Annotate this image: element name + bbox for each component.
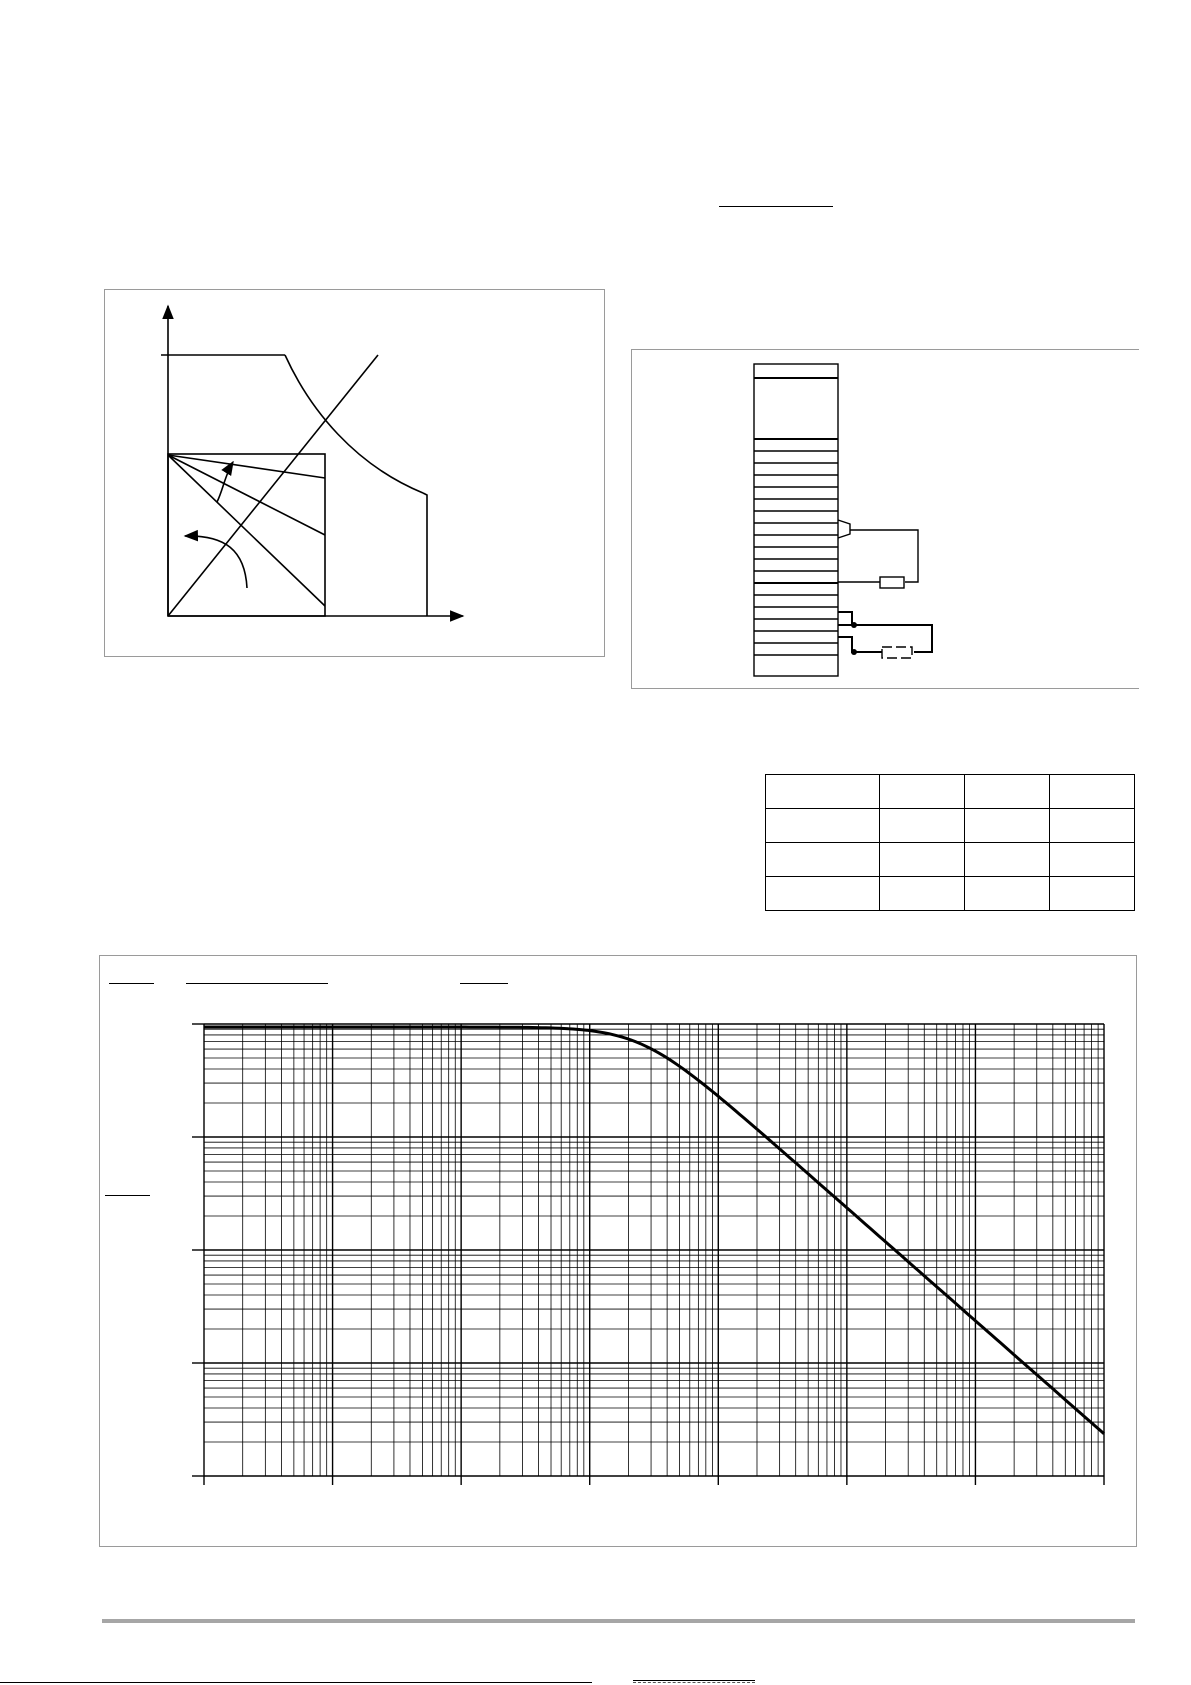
terminal-bracket bbox=[838, 520, 850, 538]
connection-diagram bbox=[631, 349, 1139, 689]
footer-rule bbox=[102, 1619, 1135, 1623]
rotation-arrow-large bbox=[185, 536, 247, 588]
operating-area-diagram bbox=[104, 289, 605, 657]
table-cell bbox=[965, 775, 1050, 809]
section-heading-underline bbox=[719, 206, 833, 207]
response-curve bbox=[204, 1027, 1104, 1434]
limit-curve-drop bbox=[423, 493, 427, 616]
table-cell bbox=[1050, 775, 1135, 809]
table-cell bbox=[766, 775, 880, 809]
lower-wiring-b bbox=[838, 637, 882, 652]
table-row bbox=[766, 809, 1135, 843]
table-row bbox=[766, 877, 1135, 911]
table-row bbox=[766, 775, 1135, 809]
table-cell bbox=[766, 877, 880, 911]
table-cell bbox=[880, 843, 965, 877]
page-edge-mark bbox=[633, 1680, 755, 1683]
table-cell bbox=[1050, 809, 1135, 843]
table-cell bbox=[965, 877, 1050, 911]
table-cell bbox=[1050, 843, 1135, 877]
chart-grid bbox=[192, 1024, 1104, 1485]
page-edge-line bbox=[0, 1682, 592, 1683]
resistor-upper bbox=[880, 577, 904, 588]
table-cell bbox=[766, 809, 880, 843]
specs-table bbox=[765, 774, 1135, 911]
response-curve-panel bbox=[99, 955, 1137, 1547]
limit-curve-hyperbola bbox=[285, 355, 423, 493]
loglog-chart bbox=[100, 956, 1136, 1546]
table-cell bbox=[880, 809, 965, 843]
upper-wiring bbox=[850, 530, 918, 582]
terminal-strip bbox=[754, 364, 838, 676]
operating-area-drawing bbox=[105, 290, 606, 658]
table-cell bbox=[965, 809, 1050, 843]
table-cell bbox=[766, 843, 880, 877]
table-cell bbox=[965, 843, 1050, 877]
connection-drawing bbox=[632, 350, 1140, 690]
table-row bbox=[766, 843, 1135, 877]
table-cell bbox=[880, 775, 965, 809]
table-cell bbox=[880, 877, 965, 911]
junction-dot bbox=[851, 622, 857, 628]
table-cell bbox=[1050, 877, 1135, 911]
resistor-lower bbox=[882, 647, 912, 658]
junction-dot bbox=[851, 649, 857, 655]
